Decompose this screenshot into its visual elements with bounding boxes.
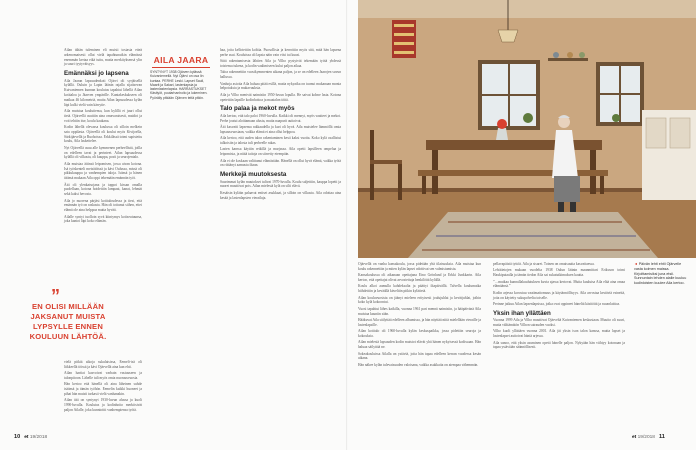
paragraph: Vilho kuoli yllättäen vuonna 2001. Aila jäi yksin ison talon kanssa, mutta lapset ja lastenlapset auttoivat häntä arjessa. bbox=[493, 329, 625, 339]
paragraph: Vanhoja asioita Aila haluaa pitää esillä, mutta nykyaika on tuonut mukanaan monia helpotuksia ja mukavuuksia. bbox=[220, 81, 341, 91]
paragraph: Hän kertoo että hänellä oli aina läheinen suhde isäänsä ja tämän työhön. Eemelin kaikki huoneet ja pihat hän muisti tarkasti vielä vanhanakin. bbox=[64, 382, 142, 396]
bench bbox=[418, 170, 608, 176]
paragraph: Aila ei ole koskaan valittanut elämästään. Hänellä on ollut hyvä elämä, vaikka työtä on riittänyt aamusta iltaan. bbox=[220, 158, 341, 168]
paragraph: Kesäisin kylään palaavat entiset asukkaat, ja silloin on vilkasta. Aila odottaa aina kesää ja lastenlapsien vierailuja. bbox=[220, 190, 341, 200]
paragraph: Aila muistaa äitinsä leipomisen, jossa aivan kotona. Isä työskenteli metsätöissä ja kävi Oulussa, missä oli pikkukauppa ja vanhempien taloja. Isänsä ja hänen äitinsä mukaan Aila oppi tekemään emännän työt. bbox=[64, 161, 142, 181]
section-heading: Yksin ihan yllättäen bbox=[493, 309, 551, 317]
paragraph: Aila jo nuorena pärjäsi kotitaloudessa ja tiesi, että emännän työ on raskasta. Hän oli tottunut siihen, ettei elämä ole aina helppoa mutta hyvää. bbox=[64, 198, 142, 213]
paragraph: Hääkuvat Aila säilyttää edelleen albumissa, ja hän näyttää niitä mielellään vieraille ja lastenlapsille. bbox=[358, 317, 481, 327]
paragraph: Hän näkee kylän tulevaisuuden valoisana, vaikka asukkaita on aiempaa vähemmän. bbox=[358, 362, 479, 367]
paragraph: Aila sanoo, että yksin asuminen opetti hänelle paljon. Nykyään hän viihtyy kotonaan ja tapaa ystäviään säännöllisesti. bbox=[493, 340, 625, 350]
paragraph: Aila kertoo, että uuden talon rakentaminen kesti kaksi vuotta. Koko kylä osallistui talkoisiin ja talosta tuli perheelle rakas. bbox=[220, 136, 341, 146]
paragraph: Ailalle syntyi tuolloin syvä kiintymys kotiseutuunsa, joka kantoi läpi koko elämän. bbox=[64, 214, 142, 224]
paragraph: Aila muistaa koulutiensa, kun kylillä ei juuri ollut tietä. Ojärvellä asuttiin aina omavaraisesti, maidot ja voit tehtiin itse, koulu kaukana. bbox=[64, 109, 142, 123]
kitchen-photo-drawing bbox=[358, 0, 696, 258]
paragraph: Koulu alkoi aamulla kahdeksalta ja päättyi iltapäivällä. Talvella koulumatka hiihdettiin ja keväällä käveltiin pitkin kylätietä. bbox=[358, 284, 481, 294]
magazine-brand-left: et bbox=[24, 435, 29, 440]
issue-number-left: 19/2018 bbox=[29, 435, 48, 440]
paragraph: Ailan hartiat kasvoivat varhain vastuuseen ja talonpitoon. Lähelle tuli myös omia nuoruusvuosia. bbox=[64, 371, 142, 380]
paragraph: Ojärvellä on vanha kansakoulu, jossa pidetään yhä tilaisuuksia. Aila muistaa kun koulu rakennettiin ja miten kylän lapset odottivat sen valmistumista. bbox=[358, 262, 481, 271]
left-folio bbox=[14, 434, 47, 440]
paragraph: Kodin arjessa korostuu vaatimattomuus ja käytännöllisyys. Aila arvostaa kestäviä esineitä, joita on käytetty sukupolvelta toiselle. bbox=[493, 290, 625, 300]
paragraph: Ailan kotitalo oli 1960-luvulla kylän keskuspaikka, jossa pidettiin seuroja ja kokouksia. bbox=[358, 329, 481, 338]
paragraph: Lasten kanssa käytiin retkillä ja marjassa. Aila opetti lapsilleen ompelua ja leipomista, ja näitä taitoja on siirretty eteenpäin. bbox=[220, 147, 341, 157]
paragraph: Kansakoulussa oli aikanaan opettajana Eino Grönlund ja Erkki Junkkarin. Aila kertoo, että opettajat olivat arvostettuja henkilöitä kylällä. bbox=[358, 273, 481, 282]
paragraph: pellavapäistä tyttöä. Aila ja sisaret. Toinen on omaisuutta kasvattaessa. bbox=[493, 262, 595, 266]
section-heading: Emännäksi jo lapsena bbox=[64, 70, 129, 78]
kitchen-photo bbox=[358, 0, 696, 258]
paragraph: Lehtitietojen mukaan vuodelta 1938 Oulun läänin maanmittari Eriksson toimi Haukiputaalla ja tämän tiedon Aila sai sukututkimuksen kautta. bbox=[493, 268, 625, 278]
kitchen-table bbox=[426, 140, 602, 150]
pull-quote-text: EN OLISI MILLÄÄN JAKSANUT MUISTA LYPSYLLE ENNEN KOULUUN LÄHTÖÄ. bbox=[29, 302, 107, 341]
paragraph: Vuosi tapahtui lähes kaikilla, vuonna 1961 pari mennä naimisiin, ja hääpäivänä Aila muistaa kauniin sään. bbox=[358, 306, 481, 316]
paragraph: Ailan äiti on syntynyt 1930-luvun alussa ja kuoli 1990-luvulla. Koulutus ja kodinhoito merkitsivät paljon Ailalle, joka kunnioitti vanhempiensa työtä. bbox=[64, 398, 142, 412]
paragraph: Vuonna 1999 Aila ja Vilho muuttivat Ojärveltä Kuivaniemen keskustaan. Muutto oli suuri, mutta välttämätön Vilhon sairauden vuoksi. bbox=[493, 318, 625, 328]
page-number-left: 10 bbox=[14, 434, 21, 440]
paragraph: Aila ja Vilho menivät naimisiin 1950-luvun lopulla. He saivat kolme lasta. Kotona opetettiin lapsille kodinhoitoa ja maatalon töitä. bbox=[220, 92, 341, 102]
paragraph: Sokeakouluissa Ailalla on ystäviä, joita hän tapaa edelleen kerran vuodessa kesän aikana. bbox=[358, 351, 481, 361]
paragraph: ”…mutkaa kunnallakuulutuksen kuvia ajassa kertovat. Mutta kuuluisa Aila elää aina omaa elämäänsä.” bbox=[493, 279, 625, 289]
paragraph: Taloa rakennettiin vuosikymmenten aikana paljon, ja se on edelleen Jaarojen suvun hallussa. bbox=[220, 70, 341, 80]
paragraph: Suurimmat kylän muutokset tulivat 1970-luvulla. Koulu suljettiin, kauppa lopetti ja nuoret muuttivat pois. Ailan mielestä kylä on silti elävä. bbox=[220, 179, 341, 189]
paragraph: Ailan tähän tuleminen eli muisti tosiasia etteä arkenomaisesti ollut vielä tapahtunutkin elämässä enemmän kertaa eikä tuttu, mutta merkityksensä ylin ja suuri tyytyväisyys. bbox=[64, 48, 142, 67]
paragraph: Äiti oli ylenkatsojana ja tappoi kissan omalla puolellaan, kotona hoidettiin lampaat, kanat, lehmät sekä kaksi hevosta. bbox=[64, 182, 142, 197]
section-heading: Merkkejä muutoksesta bbox=[220, 171, 287, 179]
person-name: AILA JAARA bbox=[153, 55, 209, 65]
section-heading: Talo palaa ja mekot myös bbox=[220, 105, 295, 113]
column-1b bbox=[64, 360, 142, 414]
paragraph: Aila kertoo, että talo paloi 1960-luvulla. Kaikki oli mennyt, myös vaatteet ja mekot. Perhe joutui aloittamaan alusta, mutta naapurit auttoivat. bbox=[220, 113, 341, 123]
column-1 bbox=[64, 48, 142, 226]
paragraph: vielä pitkiä aikoja sukulaisissa, Eemeli-isä oli liikkeellä töissä ja kävi Ojärvellä aina kun ehti. bbox=[64, 360, 142, 369]
person-info-text: SYNTYNYT 1938 Ojärven kylässä Kuivaniemellä. Nyt Ojärvi on osa Iin kuntaa. PERHE Leski. Lapset Sauli, Maarit ja Sakari, lastenlapsia ja lastenlastenlapsia. HARRASTUKSET Käsityöt, puutarhanhoito ja lukeminen. Pyöräily pitkään Ojärven teitä pitkin. bbox=[150, 70, 208, 100]
paragraph: Aila Jaaran lapsuudenkoti Ojärvi oli syrjäisellä kylällä. Ouluin ja Lapin läänin rajalla sijaitsevan Kuivaniemen kunnan koulutus tapahtui lähellä Ailan kotitaloa ja Jäarven ympärille. Kuntakeskukseen oli matkaa 46 kilometriä, mutta Ailan lapsuudessa kylän läpi kulki vielä vain kärrytie. bbox=[64, 78, 142, 107]
magazine-brand-right: et bbox=[632, 435, 637, 440]
column-3 bbox=[358, 262, 481, 369]
photo-caption bbox=[634, 262, 690, 286]
photo-caption-text: Päivän lehti ehtii Ojärvelle vasta kolmen maissa. Kirjoittamisiksi juna etsii. Sunnuntain lehden alalle kuuluu kudinloisten kuulee Aila kertoo. bbox=[634, 262, 687, 286]
paragraph: Kodin lähellä olevassa koulussa oli silloin melkein sata oppilasta. Ojärvellä oli koulut myös Kivijoella, Särkijärvellä ja Ruohoissa. Erkkilässä toimi supistettu koulu, Aila laskettelee. bbox=[64, 125, 142, 144]
quote-mark: ” bbox=[51, 286, 60, 306]
caption-arrow-icon: ◄ bbox=[634, 262, 639, 266]
person-info-box bbox=[146, 55, 216, 100]
paragraph: Ailan kouluvuosista on jäänyt mieleen erityisesti joulujuhlat ja kevätjuhlat, joihin koko kylä kokoontui. bbox=[358, 295, 481, 305]
rag-rug bbox=[408, 212, 658, 258]
divider bbox=[152, 67, 210, 68]
paragraph: Nyt Ojärvellä asuu alle kymmenen perheellistä, joilla on edelleen tavat ja perinteet. Ailan lapsuudessa kylällä oli vilkasta, oli kauppa, posti ja seurojentalo. bbox=[64, 145, 142, 160]
column-4 bbox=[493, 262, 625, 352]
paragraph: haa, joita kellotettiin kolttia. Puosollisia ja kerrottiin myös sitä, mitä hän lapsena perhe asui. Kouluissa oli lapsia näin vain viisi tai kuusi. bbox=[220, 48, 341, 57]
paragraph: Äiti kasvatti lapsensa rakkaudella ja kuri oli hyvä. Aila muistelee lämmöllä omia lapsuusvuosiaan, vaikka elämä ei aina ollut helppoa. bbox=[220, 125, 341, 134]
issue-number-right: 19/2018 bbox=[637, 435, 655, 440]
paragraph: Perinne jatkuu Ailan lapsenlapsissa, jotka ovat oppineet häneltä käsitöitä ja ruoanlaittoa. bbox=[493, 301, 620, 306]
window-right bbox=[596, 62, 644, 126]
paragraph: Ailan mielestä lapsuuden kodin muistot elävät yhä hänen nykyisessä kodissaan. Hän haluaa säilyttää ne. bbox=[358, 340, 481, 350]
paragraph: Siitä rakentamisesta lähtien Aila ja Vilho pystyivät tekemään työtä yhdessä toistensa tukena, ja kodin vaalimiseen kului paljon aikaa. bbox=[220, 59, 341, 68]
column-2 bbox=[220, 48, 341, 202]
right-folio bbox=[632, 434, 665, 440]
page-number-right: 11 bbox=[658, 434, 665, 440]
pull-quote bbox=[16, 286, 120, 342]
